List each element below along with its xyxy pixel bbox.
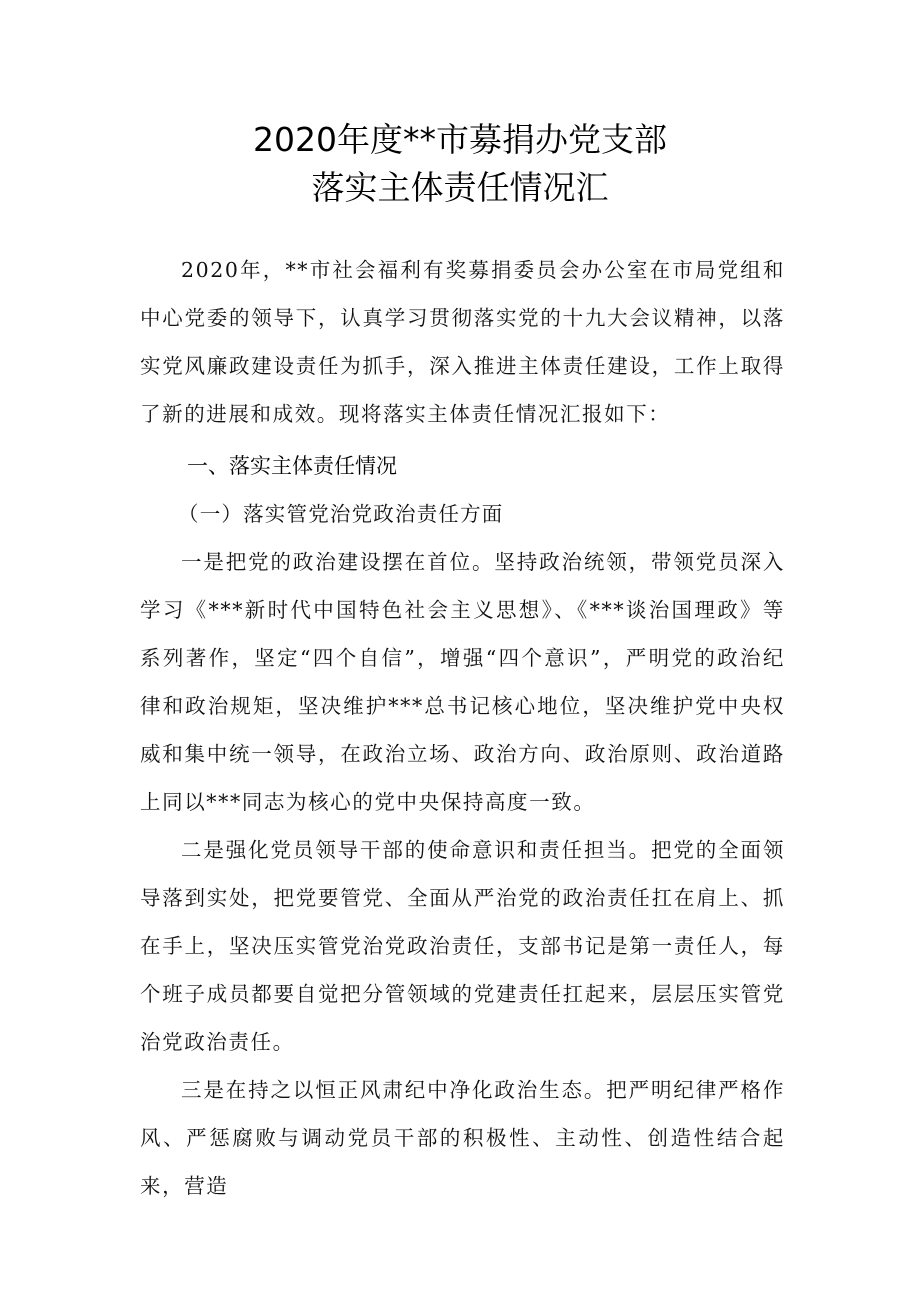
body-paragraph-1: 一是把党的政治建设摆在首位。坚持政治统领，带领党员深入学习《***新时代中国特色社会主义思想》、《***谈治国理政》等系列著作，坚定“四个自信”，增强“四个意识”，严明党的政治纪律和政治规矩，坚决维护***总书记核心地位，坚决维护党中央权威和集中统一领导，在政治立场、政治方向、政治原则、政治道路上同以***同志为核心的党中央保持高度一致。 [140, 550, 785, 814]
document-title-line-2: 落实主体责任情况汇 [311, 168, 609, 207]
document-title-line-1: 2020年度**市募捐办党支部 [253, 120, 667, 159]
subsection-1-heading: （一）落实管党治党政治责任方面 [178, 502, 504, 526]
section-1-heading: 一、落实主体责任情况 [187, 454, 397, 478]
intro-paragraph: 2020年，**市社会福利有奖募捐委员会办公室在市局党组和中心党委的领导下，认真学习贯彻落实党的十九大会议精神，以落实党风廉政建设责任为抓手，深入推进主体责任建设，工作上取得了新的进展和成效。现将落实主体责任情况汇报如下： [140, 258, 785, 426]
body-paragraph-3: 三是在持之以恒正风肃纪中净化政治生态。把严明纪律严格作风、严惩腐败与调动党员干部的积极性、主动性、创造性结合起来，营造 [140, 1078, 785, 1198]
body-paragraph-2: 二是强化党员领导干部的使命意识和责任担当。把党的全面领导落到实处，把党要管党、全面从严治党的政治责任扛在肩上、抓在手上，坚决压实管党治党政治责任，支部书记是第一责任人，每个班子成员都要自觉把分管领域的党建责任扛起来，层层压实管党治党政治责任。 [140, 838, 785, 1054]
